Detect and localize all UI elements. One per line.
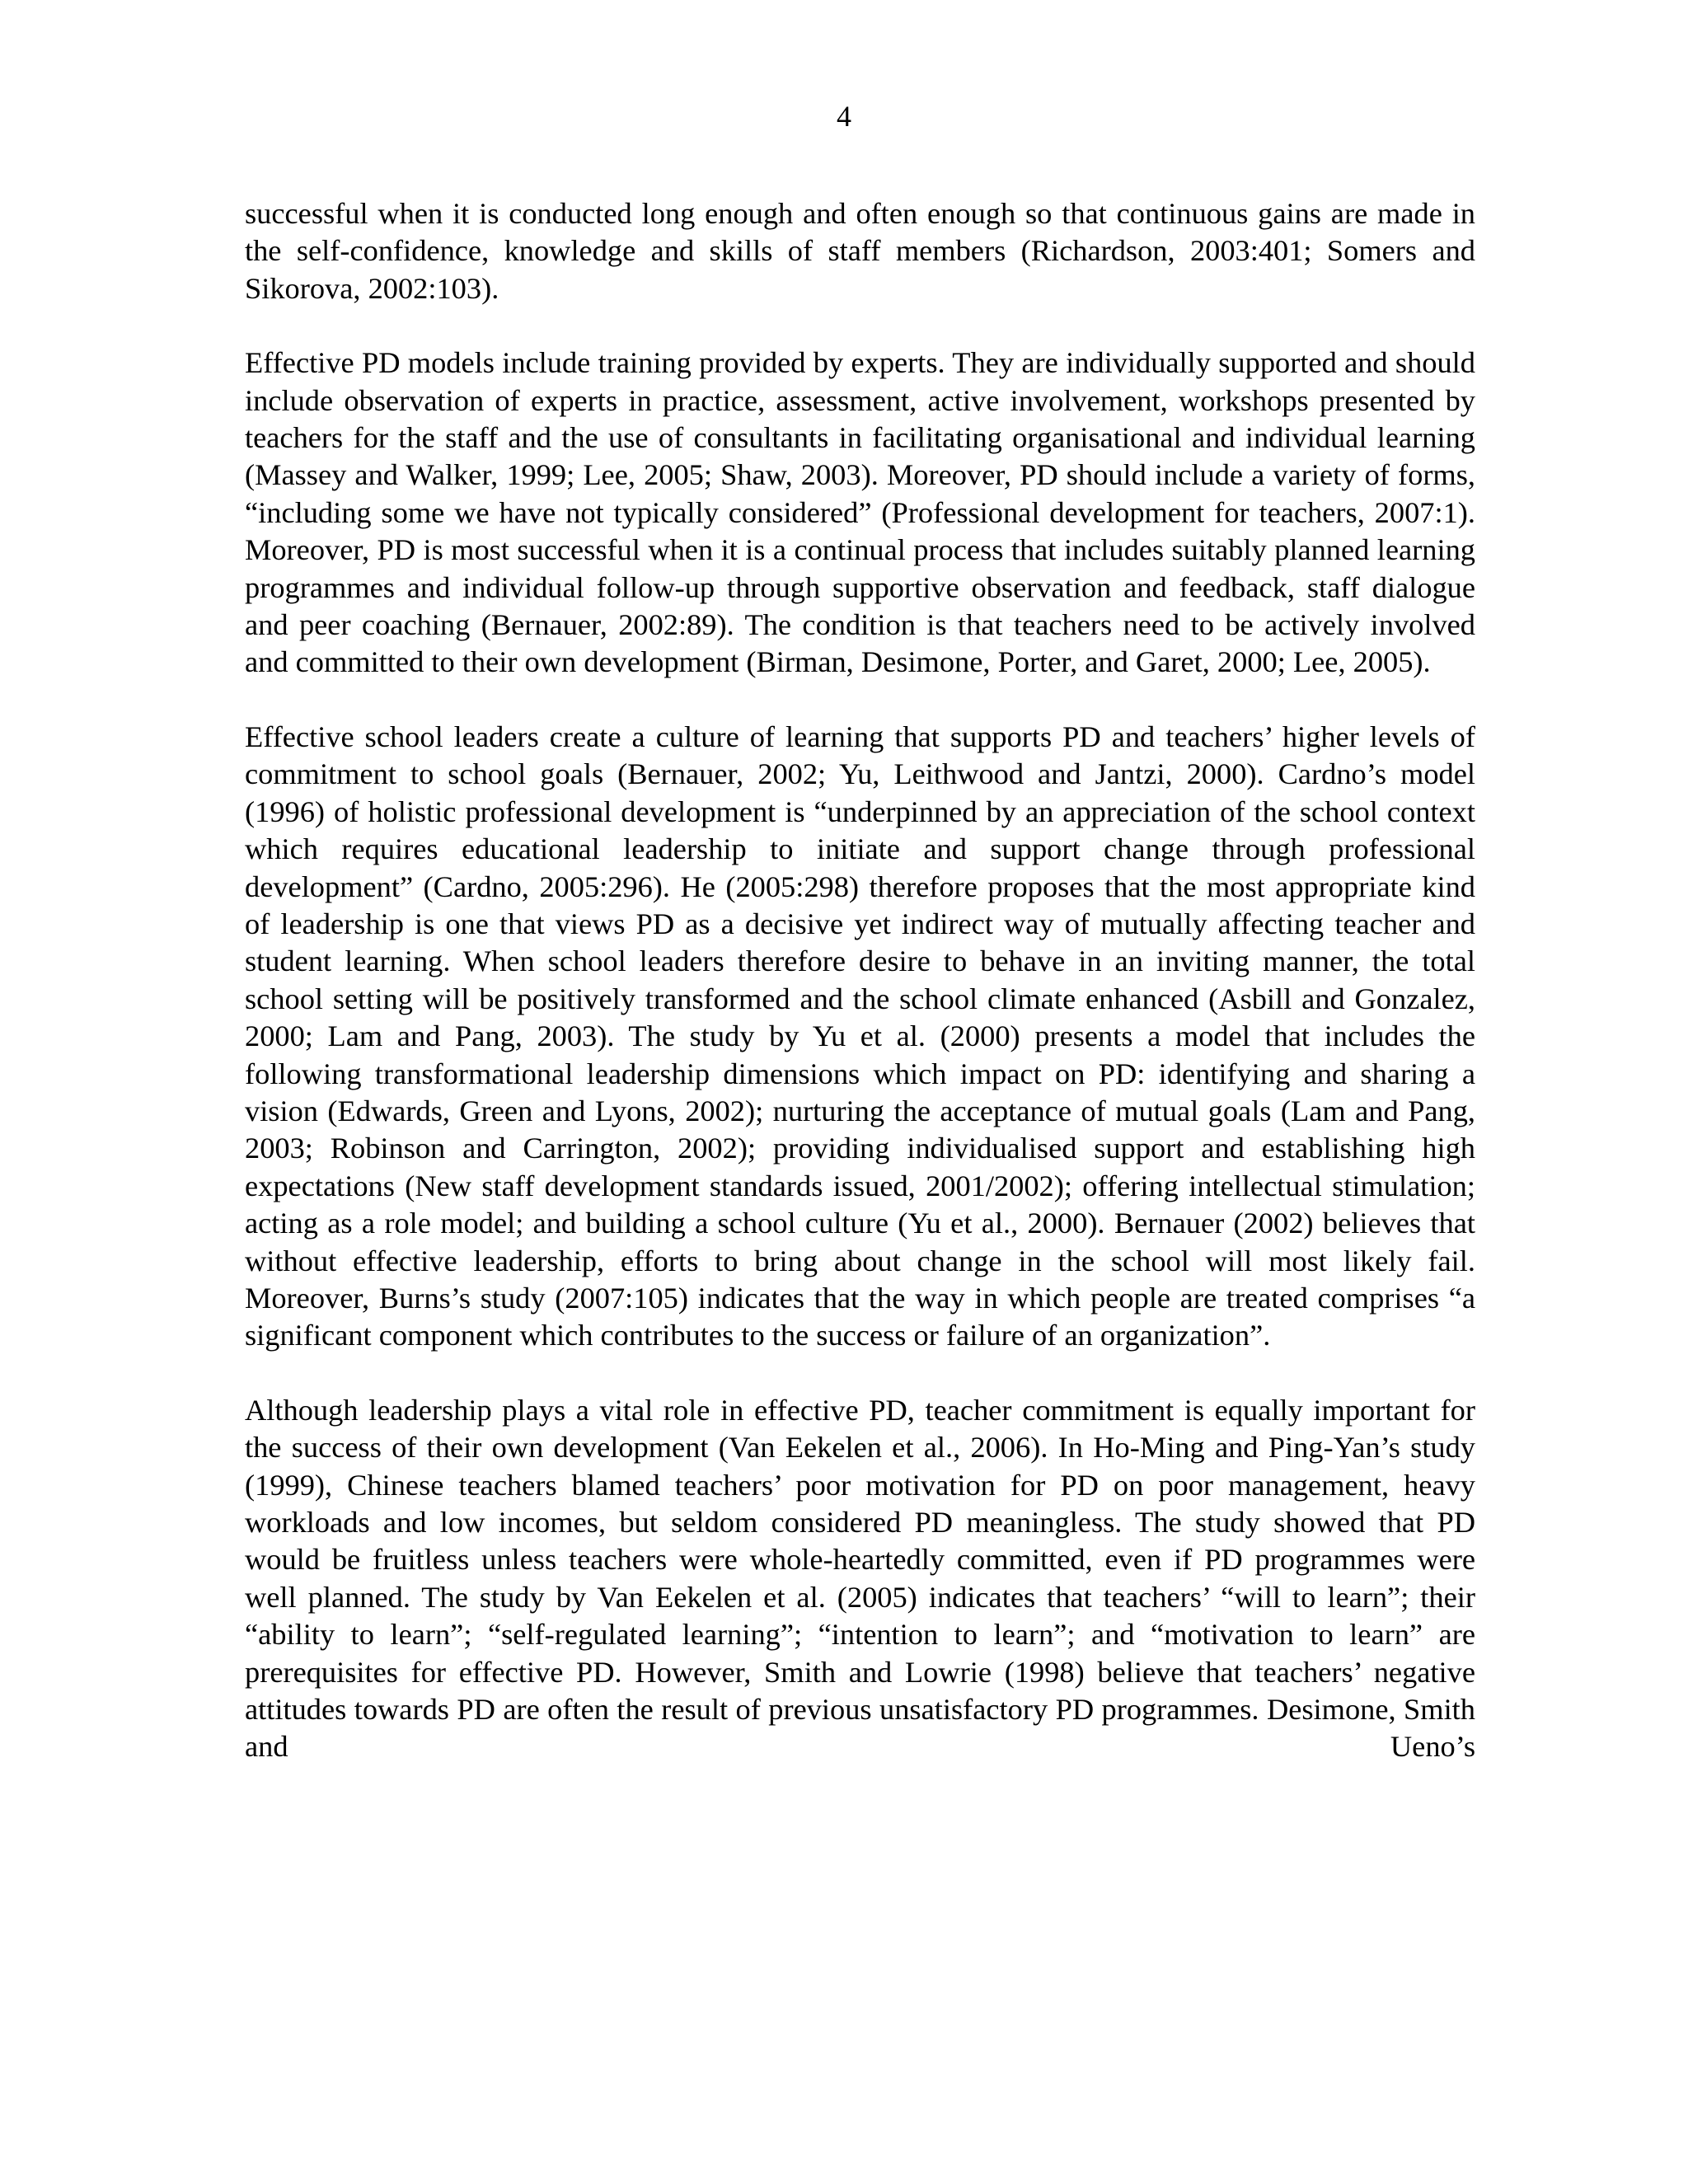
paragraph-3: Effective school leaders create a culture of learning that supports PD and teachers’ higher levels of commitment to school goals (Bernauer, 2002; Yu, Leithwood and Jantzi, 2000). Cardno’s model (1996) of holistic professional development is “underpinned by an appreciation of the school context which requires educational leadership to initiate and support change through professional development” (Cardno, 2005:296). He (2005:298) therefore proposes that the most appropriate kind of leadership is one that views PD as a decisive yet indirect way of mutually affecting teacher and student learning. When school leaders therefore desire to behave in an inviting manner, the total school setting will be positively transformed and the school climate enhanced (Asbill and Gonzalez, 2000; Lam and Pang, 2003). The study by Yu et al. (2000) presents a model that includes the following transformational leadership dimensions which impact on PD: identifying and sharing a vision (Edwards, Green and Lyons, 2002); nurturing the acceptance of mutual goals (Lam and Pang, 2003; Robinson and Carrington, 2002); providing individualised support and establishing high expectations (New staff development standards issued, 2001/2002); offering intellectual stimulation; acting as a role model; and building a school culture (Yu et al., 2000). Bernauer (2002) believes that without effective leadership, efforts to bring about change in the school will most likely fail. Moreover, Burns’s study (2007:105) indicates that the way in which people are treated comprises “a significant component which contributes to the success or failure of an organization”. (245, 719, 1475, 1352)
paragraph-2: Effective PD models include training provided by experts. They are individually supported and should include observation of experts in practice, assessment, active involvement, workshops presented by teachers for the staff and the use of consultants in facilitating organisational and individual learning (Massey and Walker, 1999; Lee, 2005; Shaw, 2003). Moreover, PD should include a variety of forms, “including some we have not typically considered” (Professional development for teachers, 2007:1). Moreover, PD is most successful when it is a continual process that includes suitably planned learning programmes and individual follow-up through supportive observation and feedback, staff dialogue and peer coaching (Bernauer, 2002:89). The condition is that teachers need to be actively involved and committed to their own development (Birman, Desimone, Porter, and Garet, 2000; Lee, 2005). (245, 346, 1475, 679)
document-body (245, 195, 1475, 1766)
paragraph-1: successful when it is conducted long enough and often enough so that continuous gains are made in the self-confidence, knowledge and skills of staff members (Richardson, 2003:401; Somers and Sikorova, 2002:103). (245, 197, 1475, 305)
page-number: 4 (837, 100, 851, 133)
paragraph-4: Although leadership plays a vital role in effective PD, teacher commitment is equally important for the success of their own development (Van Eekelen et al., 2006). In Ho-Ming and Ping-Yan’s study (1999), Chinese teachers blamed teachers’ poor motivation for PD on poor management, heavy workloads and low incomes, but seldom considered PD meaningless. The study showed that PD would be fruitless unless teachers were whole-heartedly committed, even if PD programmes were well planned. The study by Van Eekelen et al. (2005) indicates that teachers’ “will to learn”; their “ability to learn”; “self-regulated learning”; “intention to learn”; and “motivation to learn” are prerequisites for effective PD. However, Smith and Lowrie (1998) believe that teachers’ negative attitudes towards PD are often the result of previous unsatisfactory PD programmes. Desimone, Smith and Ueno’s (245, 1393, 1475, 1764)
